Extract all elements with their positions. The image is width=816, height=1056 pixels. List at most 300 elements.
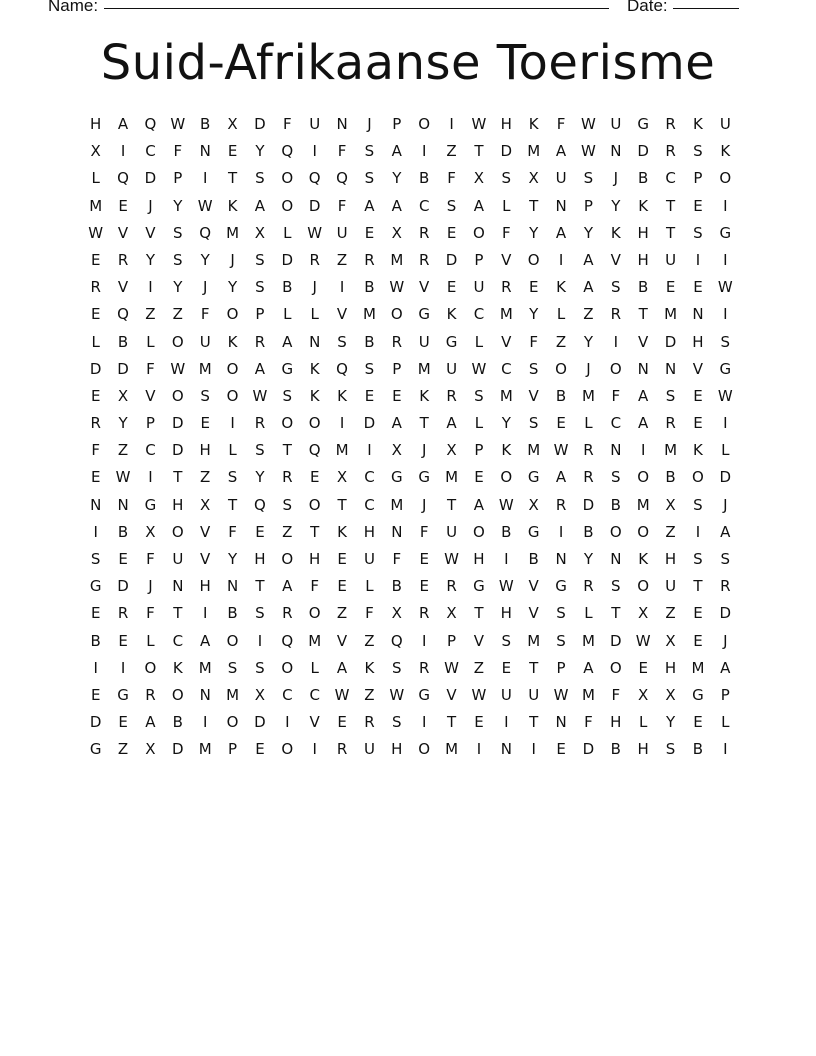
grid-letter[interactable]: T: [693, 577, 703, 596]
grid-letter[interactable]: M: [445, 468, 459, 487]
grid-letter[interactable]: F: [228, 522, 237, 541]
grid-letter[interactable]: U: [665, 250, 677, 269]
grid-letter[interactable]: R: [583, 441, 594, 460]
grid-letter[interactable]: M: [335, 441, 349, 460]
grid-letter[interactable]: M: [527, 631, 541, 650]
grid-letter[interactable]: E: [693, 196, 703, 215]
grid-letter[interactable]: Y: [227, 278, 238, 297]
grid-letter[interactable]: R: [610, 305, 622, 324]
grid-letter[interactable]: M: [308, 631, 322, 650]
grid-letter[interactable]: E: [665, 278, 676, 297]
grid-letter[interactable]: T: [665, 196, 676, 215]
grid-letter[interactable]: I: [202, 604, 208, 623]
grid-letter[interactable]: M: [636, 495, 650, 514]
grid-letter[interactable]: C: [501, 359, 512, 378]
grid-letter[interactable]: K: [638, 196, 649, 215]
grid-letter[interactable]: I: [202, 169, 208, 188]
grid-letter[interactable]: M: [664, 305, 678, 324]
grid-letter[interactable]: R: [254, 414, 266, 433]
grid-letter[interactable]: O: [308, 495, 321, 514]
grid-letter[interactable]: I: [148, 278, 153, 297]
grid-letter[interactable]: F: [611, 386, 621, 405]
grid-letter[interactable]: D: [664, 332, 677, 351]
grid-letter[interactable]: G: [719, 359, 732, 378]
grid-letter[interactable]: X: [391, 604, 402, 623]
grid-letter[interactable]: R: [555, 495, 567, 514]
grid-letter[interactable]: Q: [336, 169, 348, 188]
grid-letter[interactable]: O: [390, 305, 403, 324]
grid-letter[interactable]: U: [199, 332, 211, 351]
grid-letter[interactable]: E: [693, 278, 703, 297]
grid-letter[interactable]: E: [118, 550, 128, 568]
grid-letter[interactable]: V: [501, 332, 512, 351]
grid-letter[interactable]: V: [200, 550, 211, 568]
grid-letter[interactable]: D: [172, 441, 184, 460]
grid-letter[interactable]: Q: [281, 142, 294, 161]
grid-letter[interactable]: L: [310, 658, 319, 677]
grid-letter[interactable]: G: [418, 685, 430, 704]
grid-letter[interactable]: F: [392, 550, 402, 568]
grid-letter[interactable]: E: [446, 223, 457, 242]
grid-letter[interactable]: R: [583, 468, 594, 487]
grid-letter[interactable]: U: [473, 278, 485, 297]
grid-letter[interactable]: A: [446, 414, 457, 433]
grid-letter[interactable]: P: [556, 658, 566, 677]
grid-letter[interactable]: W: [635, 631, 651, 650]
grid-letter[interactable]: I: [504, 550, 509, 568]
grid-letter[interactable]: R: [90, 414, 101, 433]
grid-letter[interactable]: M: [226, 685, 240, 704]
grid-letter[interactable]: V: [528, 577, 539, 596]
grid-letter[interactable]: U: [610, 115, 622, 133]
grid-letter[interactable]: T: [474, 604, 484, 623]
grid-letter[interactable]: R: [418, 604, 430, 623]
grid-letter[interactable]: R: [364, 713, 375, 732]
grid-letter[interactable]: C: [309, 685, 320, 704]
grid-letter[interactable]: I: [312, 142, 317, 161]
grid-letter[interactable]: Y: [118, 414, 128, 433]
grid-letter[interactable]: Z: [172, 305, 183, 324]
grid-letter[interactable]: W: [197, 196, 213, 215]
grid-letter[interactable]: K: [419, 386, 430, 405]
grid-letter[interactable]: B: [528, 550, 539, 568]
grid-letter[interactable]: O: [609, 658, 622, 677]
grid-letter[interactable]: M: [89, 196, 103, 215]
grid-letter[interactable]: Y: [200, 250, 210, 269]
grid-letter[interactable]: B: [172, 713, 183, 732]
grid-letter[interactable]: A: [391, 196, 402, 215]
grid-letter[interactable]: A: [473, 196, 485, 215]
grid-letter[interactable]: P: [474, 250, 484, 269]
grid-letter[interactable]: H: [254, 550, 266, 568]
grid-letter[interactable]: A: [638, 414, 649, 433]
grid-letter[interactable]: O: [719, 169, 732, 188]
grid-letter[interactable]: S: [282, 386, 293, 405]
grid-letter[interactable]: P: [145, 414, 155, 433]
grid-letter[interactable]: S: [90, 550, 101, 568]
grid-letter[interactable]: W: [498, 495, 514, 514]
grid-letter[interactable]: H: [664, 658, 677, 677]
grid-letter[interactable]: Q: [390, 631, 403, 650]
grid-letter[interactable]: W: [553, 685, 569, 704]
grid-letter[interactable]: W: [471, 685, 487, 704]
grid-letter[interactable]: H: [363, 522, 376, 541]
grid-letter[interactable]: C: [473, 305, 485, 324]
grid-letter[interactable]: T: [446, 713, 457, 732]
grid-letter[interactable]: W: [471, 115, 487, 133]
grid-letter[interactable]: I: [120, 658, 126, 677]
grid-letter[interactable]: G: [527, 468, 540, 487]
grid-letter[interactable]: M: [691, 658, 705, 677]
grid-letter[interactable]: R: [665, 414, 676, 433]
grid-letter[interactable]: S: [173, 250, 183, 269]
grid-letter[interactable]: I: [285, 713, 290, 732]
grid-letter[interactable]: H: [500, 604, 512, 623]
grid-letter[interactable]: V: [200, 522, 211, 541]
grid-letter[interactable]: O: [308, 604, 321, 623]
grid-letter[interactable]: S: [611, 468, 621, 487]
grid-letter[interactable]: X: [145, 740, 156, 759]
grid-letter[interactable]: N: [664, 359, 677, 378]
grid-letter[interactable]: Q: [308, 169, 321, 188]
grid-letter[interactable]: E: [528, 278, 539, 297]
grid-letter[interactable]: H: [473, 550, 485, 568]
grid-letter[interactable]: K: [638, 550, 649, 568]
grid-letter[interactable]: X: [473, 169, 485, 188]
grid-letter[interactable]: N: [555, 713, 567, 732]
grid-letter[interactable]: X: [200, 495, 211, 514]
grid-letter[interactable]: S: [528, 359, 539, 378]
grid-letter[interactable]: O: [500, 468, 513, 487]
grid-letter[interactable]: Y: [173, 278, 183, 297]
grid-letter[interactable]: S: [255, 278, 265, 297]
grid-letter[interactable]: L: [283, 305, 292, 324]
grid-letter[interactable]: P: [392, 115, 402, 133]
grid-letter[interactable]: H: [692, 332, 704, 351]
grid-letter[interactable]: U: [528, 685, 540, 704]
grid-letter[interactable]: J: [723, 631, 728, 650]
grid-letter[interactable]: A: [473, 495, 485, 514]
grid-letter[interactable]: B: [638, 278, 649, 297]
grid-letter[interactable]: E: [309, 468, 320, 487]
grid-letter[interactable]: E: [90, 604, 101, 623]
grid-letter[interactable]: Q: [336, 359, 348, 378]
grid-letter[interactable]: F: [310, 577, 319, 596]
grid-letter[interactable]: E: [556, 740, 566, 759]
grid-letter[interactable]: X: [528, 495, 539, 514]
grid-letter[interactable]: O: [637, 577, 650, 596]
grid-letter[interactable]: C: [364, 468, 375, 487]
grid-letter[interactable]: Q: [308, 441, 321, 460]
grid-letter[interactable]: U: [500, 685, 512, 704]
grid-letter[interactable]: X: [227, 115, 238, 133]
grid-letter[interactable]: A: [282, 332, 293, 351]
grid-letter[interactable]: Q: [281, 631, 294, 650]
grid-letter[interactable]: E: [200, 414, 210, 433]
grid-letter[interactable]: X: [117, 386, 129, 405]
grid-letter[interactable]: H: [199, 441, 211, 460]
grid-letter[interactable]: P: [173, 169, 183, 188]
grid-letter[interactable]: Z: [665, 604, 676, 623]
grid-letter[interactable]: X: [638, 685, 649, 704]
grid-letter[interactable]: G: [281, 359, 294, 378]
grid-letter[interactable]: L: [146, 332, 155, 351]
grid-letter[interactable]: S: [720, 332, 731, 351]
grid-letter[interactable]: E: [337, 550, 347, 568]
grid-letter[interactable]: O: [281, 740, 294, 759]
grid-letter[interactable]: S: [528, 414, 539, 433]
grid-letter[interactable]: B: [200, 115, 211, 133]
grid-letter[interactable]: I: [558, 250, 564, 269]
grid-letter[interactable]: H: [637, 250, 649, 269]
grid-letter[interactable]: B: [638, 169, 649, 188]
grid-letter[interactable]: T: [611, 604, 621, 623]
grid-letter[interactable]: E: [474, 713, 484, 732]
grid-letter[interactable]: E: [501, 658, 512, 677]
grid-letter[interactable]: K: [610, 223, 621, 242]
grid-letter[interactable]: Z: [364, 631, 375, 650]
grid-letter[interactable]: N: [309, 332, 321, 351]
grid-letter[interactable]: E: [693, 386, 703, 405]
grid-letter[interactable]: O: [226, 631, 239, 650]
grid-letter[interactable]: T: [638, 305, 648, 324]
grid-letter[interactable]: W: [389, 685, 405, 704]
grid-letter[interactable]: U: [172, 550, 184, 568]
grid-letter[interactable]: J: [613, 169, 619, 188]
grid-letter[interactable]: I: [613, 332, 619, 351]
grid-letter[interactable]: I: [421, 142, 427, 161]
grid-letter[interactable]: L: [584, 414, 593, 433]
grid-letter[interactable]: S: [364, 169, 375, 188]
grid-letter[interactable]: E: [556, 414, 566, 433]
grid-letter[interactable]: X: [391, 441, 402, 460]
grid-letter[interactable]: J: [312, 278, 317, 297]
grid-letter[interactable]: A: [200, 631, 211, 650]
grid-letter[interactable]: E: [337, 577, 347, 596]
grid-letter[interactable]: G: [527, 522, 540, 541]
grid-letter[interactable]: U: [418, 332, 430, 351]
grid-letter[interactable]: X: [665, 685, 676, 704]
grid-letter[interactable]: N: [199, 685, 211, 704]
grid-letter[interactable]: X: [446, 441, 457, 460]
grid-letter[interactable]: K: [227, 196, 238, 215]
grid-letter[interactable]: D: [582, 740, 595, 759]
grid-letter[interactable]: Z: [473, 658, 485, 677]
grid-letter[interactable]: A: [117, 115, 129, 133]
grid-letter[interactable]: L: [556, 305, 566, 324]
grid-letter[interactable]: D: [500, 142, 513, 161]
grid-letter[interactable]: E: [90, 305, 101, 324]
grid-letter[interactable]: N: [637, 359, 649, 378]
grid-letter[interactable]: D: [89, 359, 102, 378]
grid-letter[interactable]: J: [148, 577, 153, 596]
grid-letter[interactable]: J: [586, 359, 591, 378]
grid-letter[interactable]: S: [474, 386, 484, 405]
grid-letter[interactable]: S: [665, 740, 676, 759]
date-input-line[interactable]: [673, 0, 739, 9]
grid-letter[interactable]: V: [309, 713, 320, 732]
grid-letter[interactable]: B: [90, 631, 101, 650]
grid-letter[interactable]: C: [665, 169, 676, 188]
grid-letter[interactable]: W: [252, 386, 268, 405]
grid-letter[interactable]: S: [282, 495, 293, 514]
grid-letter[interactable]: P: [474, 441, 484, 460]
grid-letter[interactable]: W: [170, 359, 186, 378]
grid-letter[interactable]: W: [444, 550, 459, 568]
grid-letter[interactable]: Z: [117, 441, 129, 460]
grid-letter[interactable]: C: [172, 631, 184, 650]
grid-letter[interactable]: S: [255, 441, 265, 460]
grid-letter[interactable]: I: [421, 631, 427, 650]
grid-letter[interactable]: R: [145, 685, 156, 704]
grid-letter[interactable]: S: [693, 142, 703, 161]
grid-letter[interactable]: U: [363, 740, 375, 759]
grid-letter[interactable]: Z: [336, 604, 348, 623]
grid-letter[interactable]: Z: [446, 142, 457, 161]
grid-letter[interactable]: O: [418, 740, 431, 759]
grid-letter[interactable]: Y: [255, 468, 265, 487]
grid-letter[interactable]: A: [254, 359, 266, 378]
grid-letter[interactable]: D: [719, 468, 732, 487]
grid-letter[interactable]: N: [391, 522, 403, 541]
grid-letter[interactable]: O: [281, 169, 294, 188]
grid-letter[interactable]: O: [281, 658, 294, 677]
grid-letter[interactable]: Q: [117, 169, 129, 188]
grid-letter[interactable]: F: [337, 142, 347, 161]
grid-letter[interactable]: Y: [255, 142, 265, 161]
grid-letter[interactable]: I: [476, 740, 482, 759]
grid-letter[interactable]: O: [473, 522, 485, 541]
grid-letter[interactable]: B: [610, 740, 621, 759]
grid-letter[interactable]: W: [717, 386, 733, 405]
grid-letter[interactable]: T: [173, 604, 183, 623]
grid-letter[interactable]: D: [281, 250, 294, 269]
grid-letter[interactable]: Y: [611, 196, 621, 215]
grid-letter[interactable]: H: [391, 740, 403, 759]
grid-letter[interactable]: O: [281, 414, 294, 433]
grid-letter[interactable]: F: [447, 169, 456, 188]
grid-letter[interactable]: D: [719, 604, 732, 623]
grid-letter[interactable]: O: [281, 196, 294, 215]
grid-letter[interactable]: H: [199, 577, 211, 596]
grid-letter[interactable]: L: [721, 441, 730, 460]
grid-letter[interactable]: D: [172, 740, 184, 759]
grid-letter[interactable]: Y: [173, 196, 183, 215]
grid-letter[interactable]: I: [723, 196, 728, 215]
grid-letter[interactable]: R: [117, 250, 129, 269]
grid-letter[interactable]: V: [419, 278, 430, 297]
grid-letter[interactable]: N: [172, 577, 184, 596]
grid-letter[interactable]: U: [336, 223, 348, 242]
grid-letter[interactable]: C: [282, 685, 293, 704]
grid-letter[interactable]: H: [309, 550, 321, 568]
grid-letter[interactable]: Z: [665, 522, 676, 541]
grid-letter[interactable]: I: [449, 115, 454, 133]
grid-letter[interactable]: S: [693, 495, 703, 514]
grid-letter[interactable]: L: [283, 223, 292, 242]
grid-letter[interactable]: G: [692, 685, 704, 704]
grid-letter[interactable]: U: [719, 115, 731, 133]
grid-letter[interactable]: Y: [583, 332, 594, 351]
grid-letter[interactable]: I: [202, 713, 208, 732]
grid-letter[interactable]: L: [474, 414, 484, 433]
grid-letter[interactable]: G: [144, 495, 157, 514]
grid-letter[interactable]: L: [146, 631, 155, 650]
grid-letter[interactable]: F: [529, 332, 538, 351]
grid-letter[interactable]: V: [638, 332, 649, 351]
grid-letter[interactable]: O: [308, 414, 321, 433]
grid-letter[interactable]: I: [695, 522, 701, 541]
grid-letter[interactable]: W: [581, 142, 596, 161]
grid-letter[interactable]: L: [310, 305, 319, 324]
grid-letter[interactable]: S: [255, 169, 265, 188]
grid-letter[interactable]: K: [556, 278, 566, 297]
grid-letter[interactable]: S: [693, 550, 703, 568]
grid-letter[interactable]: O: [473, 223, 485, 242]
grid-letter[interactable]: D: [89, 713, 102, 732]
grid-letter[interactable]: T: [665, 223, 676, 242]
grid-letter[interactable]: S: [227, 468, 238, 487]
grid-letter[interactable]: M: [581, 386, 595, 405]
grid-letter[interactable]: H: [637, 223, 649, 242]
grid-letter[interactable]: F: [146, 550, 155, 568]
grid-letter[interactable]: M: [499, 386, 513, 405]
grid-letter[interactable]: X: [145, 522, 156, 541]
grid-letter[interactable]: W: [115, 468, 131, 487]
grid-letter[interactable]: U: [363, 550, 375, 568]
grid-letter[interactable]: S: [364, 142, 375, 161]
grid-letter[interactable]: I: [367, 441, 372, 460]
grid-letter[interactable]: B: [419, 169, 430, 188]
grid-letter[interactable]: A: [364, 196, 375, 215]
grid-letter[interactable]: V: [117, 223, 129, 242]
grid-letter[interactable]: Y: [583, 223, 594, 242]
grid-letter[interactable]: E: [255, 522, 265, 541]
grid-letter[interactable]: I: [504, 713, 509, 732]
grid-letter[interactable]: A: [720, 658, 731, 677]
grid-letter[interactable]: V: [610, 250, 621, 269]
grid-letter[interactable]: M: [226, 223, 240, 242]
grid-letter[interactable]: S: [556, 631, 566, 650]
grid-letter[interactable]: F: [501, 223, 511, 242]
grid-letter[interactable]: U: [446, 359, 458, 378]
grid-letter[interactable]: K: [446, 305, 457, 324]
grid-letter[interactable]: X: [254, 685, 266, 704]
grid-letter[interactable]: A: [555, 142, 567, 161]
grid-letter[interactable]: D: [117, 577, 129, 596]
grid-letter[interactable]: I: [695, 250, 701, 269]
grid-letter[interactable]: N: [336, 115, 348, 133]
grid-letter[interactable]: U: [555, 169, 567, 188]
grid-letter[interactable]: I: [120, 142, 126, 161]
grid-letter[interactable]: D: [610, 631, 622, 650]
grid-letter[interactable]: S: [720, 550, 731, 568]
grid-letter[interactable]: S: [611, 577, 621, 596]
grid-letter[interactable]: N: [692, 305, 704, 324]
grid-letter[interactable]: E: [364, 386, 375, 405]
grid-letter[interactable]: M: [390, 250, 404, 269]
grid-letter[interactable]: R: [446, 577, 457, 596]
grid-letter[interactable]: Z: [145, 305, 156, 324]
grid-letter[interactable]: E: [693, 631, 703, 650]
grid-letter[interactable]: H: [664, 550, 677, 568]
grid-letter[interactable]: K: [528, 115, 539, 133]
grid-letter[interactable]: E: [227, 142, 238, 161]
grid-letter[interactable]: V: [692, 359, 704, 378]
grid-letter[interactable]: R: [720, 577, 731, 596]
grid-letter[interactable]: H: [500, 115, 512, 133]
grid-letter[interactable]: J: [148, 196, 153, 215]
